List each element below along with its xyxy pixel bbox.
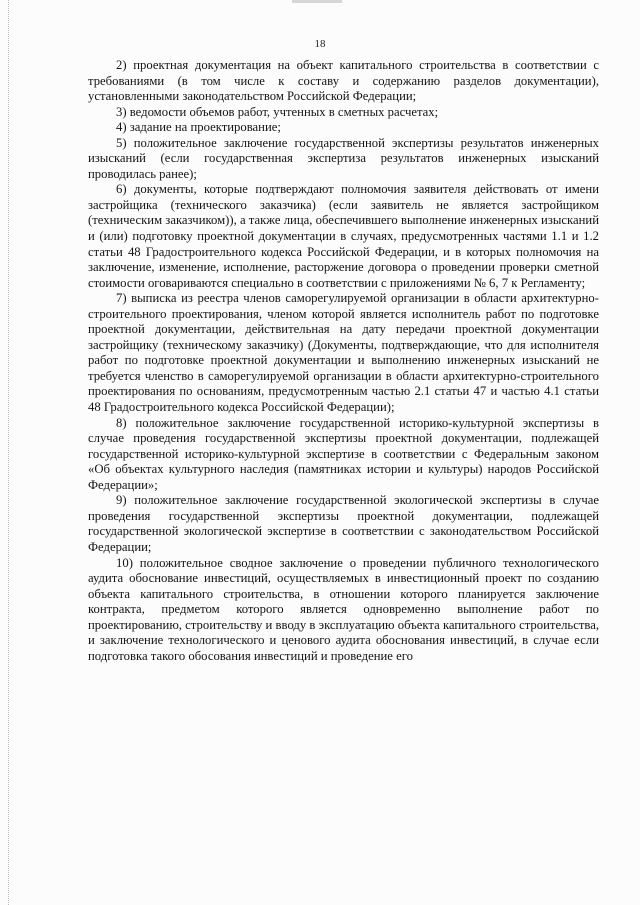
- paragraph-item-5: 5) положительное заключение государственной экспертизы результатов инженерных изысканий (если государственная экспертиза результатов инженерных изысканий проводилась ранее);: [88, 135, 599, 181]
- scan-top-mark: [292, 0, 342, 3]
- page-number: 18: [314, 38, 326, 50]
- paragraph-item-4: 4) задание на проектирование;: [116, 120, 281, 135]
- paragraph-item-6: 6) документы, которые подтверждают полномочия заявителя действовать от имени застройщика (технического заказчика) (если заявитель не является застройщиком (техническим заказчиком)), а также лица, обеспечившего выполнение инженерных изысканий и (или) подготовку проектной документации в случаях, предусмотренных частями 1.1 и 1.2 статьи 48 Градостроительного кодекса Российской Федерации, и в которых полномочия на заключение, изменение, исполнение, расторжение договора о проведении проверки сметной стоимости оговариваются специально в соответствии с приложениями № 6, 7 к Регламенту;: [88, 182, 599, 290]
- paragraph-item-2: 2) проектная документация на объект капитального строительства в соответствии с требованиями (в том числе к составу и содержанию разделов документации), установленными законодательством Российской Федерации;: [88, 58, 599, 104]
- paragraph-item-3: 3) ведомости объемов работ, учтенных в сметных расчетах;: [116, 104, 439, 119]
- scan-left-edge: [8, 0, 10, 905]
- paragraph-item-8: 8) положительное заключение государственной историко-культурной экспертизы в случае проведения государственной экспертизы проектной документации, подлежащей государственной историко-культурной экспертизе в соответствии с Федеральным законом «Об объектах культурного наследия (памятниках истории и культуры) народов Российской Федерации»;: [88, 415, 599, 492]
- document-body: [88, 58, 599, 664]
- paragraph-item-7: 7) выписка из реестра членов саморегулируемой организации в области архитектурно-строительного проектирования, членом которой является исполнитель работ по подготовке проектной документации, действительная на дату передачи проектной документации застройщику (техническому заказчику) (Документы, подтверждающие, что для исполнителя работ по подготовке проектной документации и выполнению инженерных изысканий не требуется членство в саморегулируемой организации в области архитектурно-строительного проектирования по основаниям, предусмотренным частью 2.1 статьи 47 и частью 4.1 статьи 48 Градостроительного кодекса Российской Федерации);: [88, 291, 599, 415]
- paragraph-item-10: 10) положительное сводное заключение о проведении публичного технологического аудита обоснование инвестиций, осуществляемых в инвестиционный проект по созданию объекта капитального строительства, в отношении которого планируется заключение контракта, предметом которого является одновременно выполнение работ по проектированию, строительству и вводу в эксплуатацию объекта капитального строительства, и заключение технологического и ценового аудита обоснования инвестиций, в случае если подготовка такого обосования инвестиций и проведение его: [88, 555, 599, 663]
- paragraph-item-9: 9) положительное заключение государственной экологической экспертизы в случае проведения государственной экспертизы проектной документации, подлежащей государственной экологической экспертизе в соответствии с законодательством Российской Федерации;: [88, 493, 599, 554]
